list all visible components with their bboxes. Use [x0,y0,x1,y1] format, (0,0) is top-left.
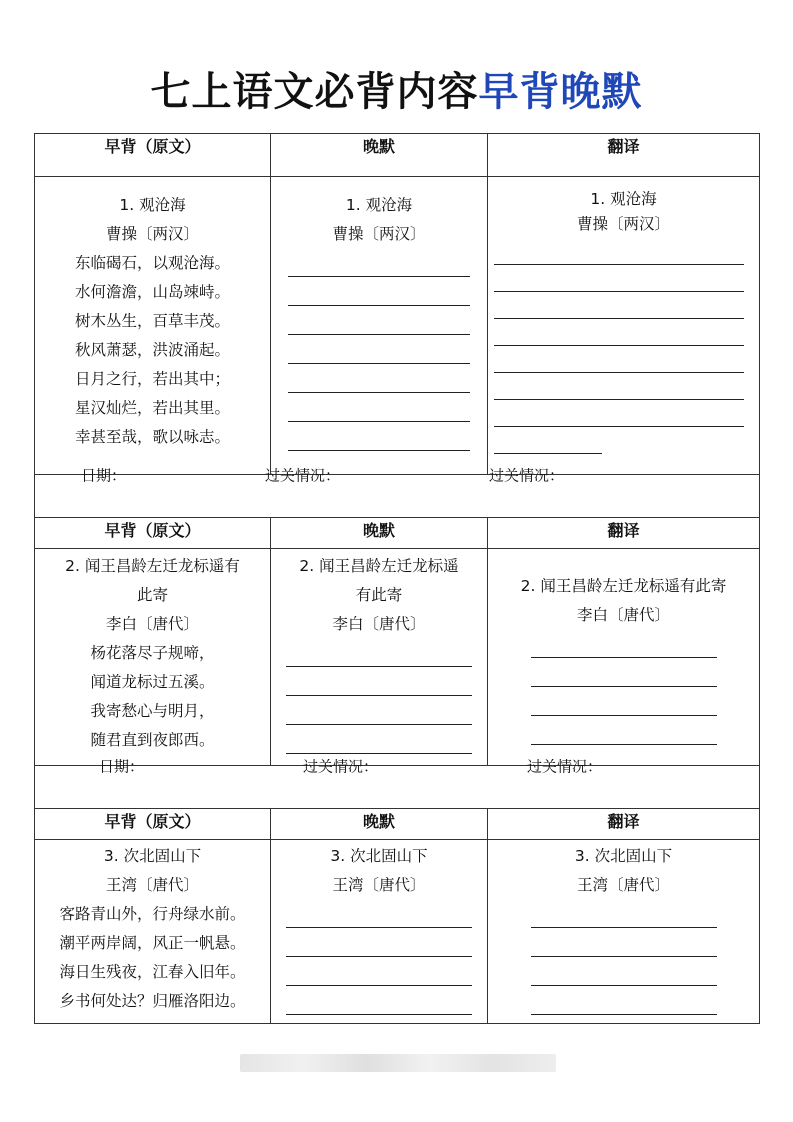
recitation-table [34,133,760,1024]
poem-row-1 [35,177,760,475]
dictation-blank[interactable] [271,307,487,336]
poem-author: 曹操〔两汉〕 [105,225,199,243]
dictation-blank[interactable] [271,394,487,423]
header-original: 早背（原文） [35,134,271,177]
dictation-blank[interactable] [271,958,487,987]
poem-title-part: 2. 闻王昌龄左迁龙标遥 [299,557,459,575]
poem-line: 我寄愁心与明月， [90,702,215,720]
dictation-blank[interactable] [271,423,487,452]
dictation-blank[interactable] [271,726,487,755]
blurred-watermark [240,1054,556,1072]
header-original: 早背（原文） [35,809,271,840]
translation-blank[interactable] [488,237,759,266]
date-label: 日期： [99,757,145,776]
poem-title-part: 2. 闻王昌龄左迁龙标遥有 [65,557,240,575]
translation-blank[interactable] [488,266,759,293]
poem-title: 1. 观沧海 [590,190,657,208]
poem-line: 日月之行，若出其中； [74,370,230,388]
header-translation: 翻译 [488,809,760,840]
title-highlight: 早背晚默 [478,68,643,115]
translation-blank[interactable] [488,958,759,987]
poem-line: 树木丛生，百草丰茂。 [74,312,230,330]
header-dictation: 晚默 [271,134,488,177]
dictation-blank[interactable] [271,668,487,697]
poem-3-dictation [271,840,488,1024]
header-translation: 翻译 [488,518,760,549]
dictation-blank[interactable] [271,365,487,394]
poem-title: 2. 闻王昌龄左迁龙标遥有此寄 [520,577,727,595]
dictation-blank[interactable] [271,697,487,726]
poem-line: 潮平两岸阔，风正一帆悬。 [59,934,246,952]
translation-blank[interactable] [488,688,759,717]
header-row-1 [35,134,760,177]
poem-line: 随君直到夜郎西。 [90,731,215,749]
poem-2-original [35,549,271,766]
header-dictation: 晚默 [271,518,488,549]
translation-blank[interactable] [488,987,759,1016]
poem-title: 3. 次北固山下 [574,847,673,865]
title-main: 七上语文必背内容 [150,68,479,115]
translation-blank[interactable] [488,401,759,428]
poem-3-original [35,840,271,1024]
translation-blank[interactable] [488,374,759,401]
translation-blank[interactable] [488,428,759,455]
poem-line: 东临碣石，以观沧海。 [74,254,230,272]
pass-label: 过关情况： [265,466,341,485]
poem-row-2 [35,549,760,766]
dictation-blank[interactable] [271,929,487,958]
translation-blank[interactable] [488,659,759,688]
header-row-3 [35,809,760,840]
translation-blank[interactable] [488,929,759,958]
poem-title-part: 有此寄 [355,586,403,604]
poem-line: 杨花落尽子规啼， [90,644,215,662]
poem-title: 1. 观沧海 [119,196,186,214]
poem-line: 秋风萧瑟，洪波涌起。 [74,341,230,359]
dictation-blank[interactable] [271,336,487,365]
poem-line: 客路青山外，行舟绿水前。 [59,905,246,923]
poem-line: 幸甚至哉，歌以咏志。 [74,428,230,446]
pass-label: 过关情况： [303,757,379,776]
header-dictation: 晚默 [271,809,488,840]
poem-2-translation [488,549,760,766]
poem-line: 海日生残夜，江春入旧年。 [59,963,246,981]
poem-line: 水何澹澹，山岛竦峙。 [74,283,230,301]
translation-blank[interactable] [488,347,759,374]
page-title [0,62,793,122]
poem-author: 李白〔唐代〕 [332,615,426,633]
poem-line: 闻道龙标过五溪。 [90,673,215,691]
translation-blank[interactable] [488,900,759,929]
poem-author: 王湾〔唐代〕 [576,876,670,894]
dictation-blank[interactable] [271,987,487,1016]
translation-blank[interactable] [488,293,759,320]
poem-row-3 [35,840,760,1024]
poem-1-original [35,177,271,475]
translation-blank[interactable] [488,320,759,347]
poem-title: 3. 次北固山下 [330,847,428,865]
date-row-2 [35,766,760,809]
date-label: 日期： [81,466,127,485]
header-row-2 [35,518,760,549]
poem-author: 李白〔唐代〕 [105,615,199,633]
poem-line: 星汉灿烂，若出其里。 [74,399,230,417]
poem-author: 曹操〔两汉〕 [332,225,426,243]
poem-2-dictation [271,549,488,766]
header-translation: 翻译 [488,134,760,177]
dictation-blank[interactable] [271,278,487,307]
poem-author: 曹操〔两汉〕 [576,215,670,233]
dictation-blank[interactable] [271,639,487,668]
date-row-1 [35,475,760,518]
poem-author: 王湾〔唐代〕 [105,876,199,894]
poem-1-dictation [271,177,488,475]
dictation-blank[interactable] [271,249,487,278]
poem-author: 王湾〔唐代〕 [332,876,426,894]
poem-line: 乡书何处达？归雁洛阳边。 [59,992,246,1010]
translation-blank[interactable] [488,717,759,746]
poem-1-translation [488,177,760,475]
dictation-blank[interactable] [271,900,487,929]
poem-title-part: 此寄 [136,586,168,604]
poem-title: 1. 观沧海 [345,196,413,214]
translation-blank[interactable] [488,630,759,659]
pass-label: 过关情况： [489,466,565,485]
pass-label: 过关情况： [527,757,603,776]
poem-3-translation [488,840,760,1024]
poem-author: 李白〔唐代〕 [576,606,670,624]
header-original: 早背（原文） [35,518,271,549]
poem-title: 3. 次北固山下 [103,847,202,865]
